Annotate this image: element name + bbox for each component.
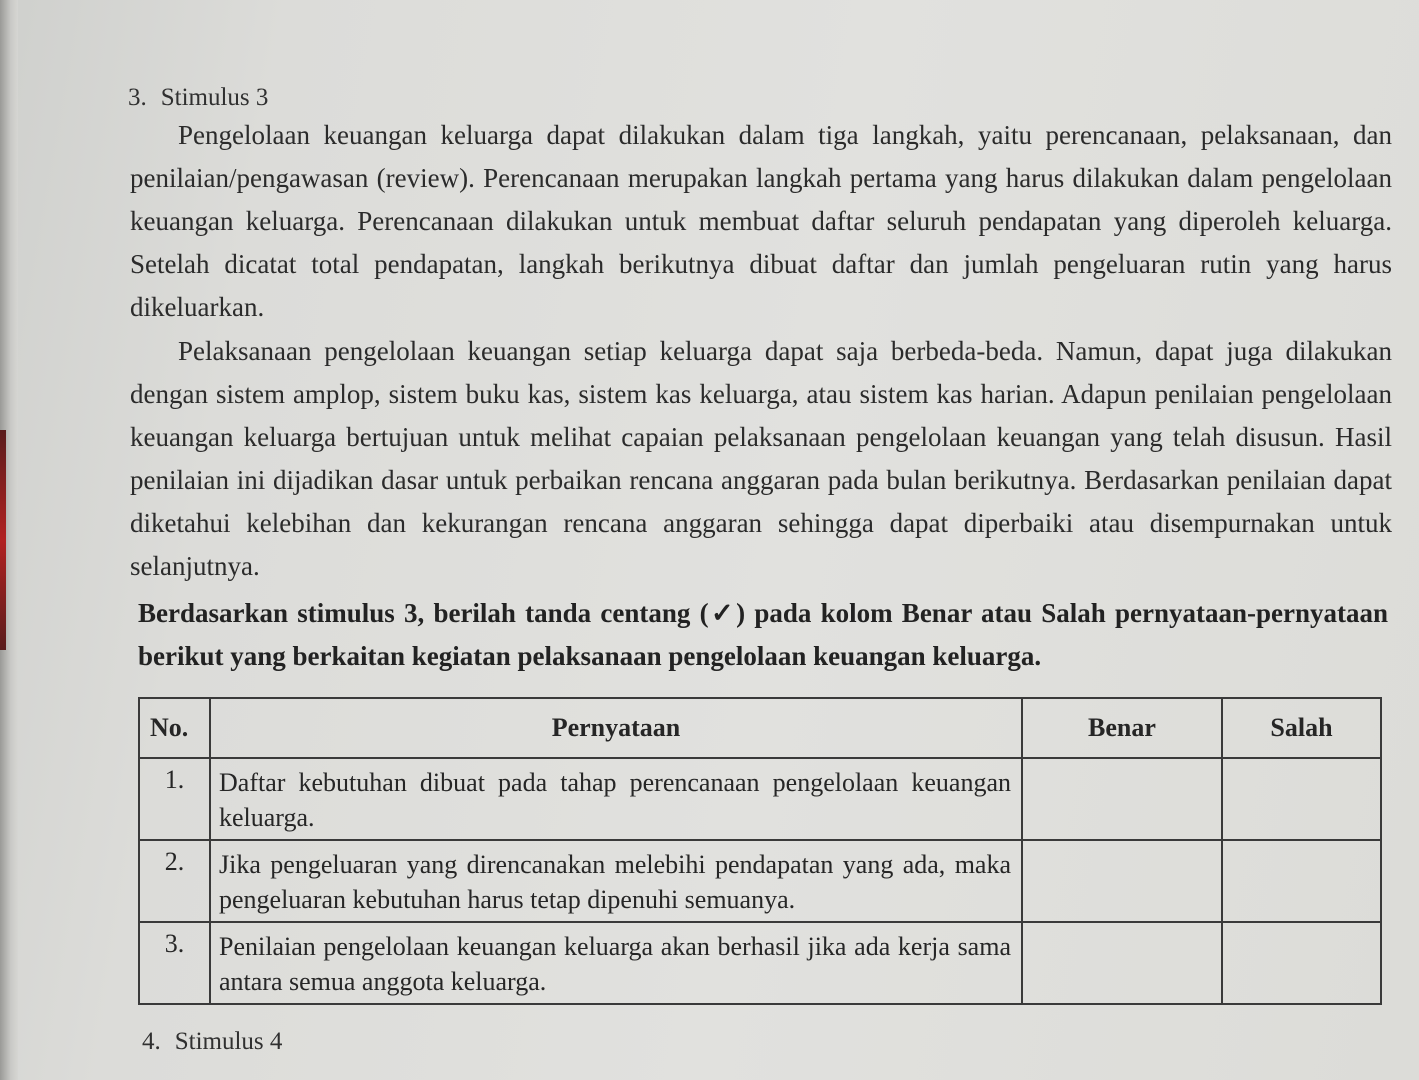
section-3-heading: [128, 84, 268, 112]
section-4-heading: [142, 1028, 282, 1056]
section-4-number: 4.: [142, 1028, 161, 1055]
stimulus-paragraph-1: Pengelolaan keuangan keluarga dapat dilakukan dalam tiga langkah, yaitu perencanaan, pelaksanaan, dan penilaian/pengawasan (review). Perencanaan merupakan langkah pertama yang harus dilakukan dalam pengelolaan keuangan keluarga. Perencanaan dilakukan untuk membuat daftar seluruh pendapatan yang diperoleh keluarga. Setelah dicatat total pendapatan, langkah berikutnya dibuat daftar dan jumlah pengeluaran rutin yang harus dikeluarkan.: [130, 120, 1392, 322]
header-true: Benar: [1022, 698, 1222, 758]
false-checkbox-cell[interactable]: [1222, 840, 1381, 922]
row-statement: Daftar kebutuhan dibuat pada tahap perencanaan pengelolaan keuangan keluarga.: [210, 758, 1022, 840]
table-row: [139, 758, 1381, 840]
stimulus-paragraph-2: Pelaksanaan pengelolaan keuangan setiap keluarga dapat saja berbeda-beda. Namun, dapat juga dilakukan dengan sistem amplop, sistem buku kas, sistem kas keluarga, atau sistem kas harian. Adapun penilaian pengelolaan keuangan keluarga bertujuan untuk melihat capaian pelaksanaan pengelolaan keuangan yang telah disusun. Hasil penilaian ini dijadikan dasar untuk perbaikan rencana anggaran pada bulan berikutnya. Berdasarkan penilaian dapat diketahui kelebihan dan kekurangan rencana anggaran sehingga dapat diperbaiki atau disempurnakan untuk selanjutnya.: [130, 336, 1392, 581]
header-statement: Pernyataan: [210, 698, 1022, 758]
row-number: 3.: [139, 922, 210, 1004]
question-instruction: Berdasarkan stimulus 3, berilah tanda centang (✓) pada kolom Benar atau Salah pernyataan-pernyataan berikut yang berkaitan kegiatan pelaksanaan pengelolaan keuangan keluarga.: [138, 598, 1388, 671]
row-number: 2.: [139, 840, 210, 922]
header-false: Salah: [1222, 698, 1381, 758]
row-number: 1.: [139, 758, 210, 840]
table-row: [139, 840, 1381, 922]
section-3-title: Stimulus 3: [160, 84, 269, 111]
section-3-number: 3.: [128, 84, 147, 111]
page-binding-edge: [0, 0, 18, 1080]
table-header-row: [139, 698, 1381, 758]
false-checkbox-cell[interactable]: [1222, 922, 1381, 1004]
header-no: No.: [139, 698, 210, 758]
true-checkbox-cell[interactable]: [1022, 840, 1222, 922]
table-row: [139, 922, 1381, 1004]
row-statement: Penilaian pengelolaan keuangan keluarga akan berhasil jika ada kerja sama antara semua anggota keluarga.: [210, 922, 1022, 1004]
true-checkbox-cell[interactable]: [1022, 922, 1222, 1004]
true-checkbox-cell[interactable]: [1022, 758, 1222, 840]
true-false-table: [138, 697, 1382, 1005]
false-checkbox-cell[interactable]: [1222, 758, 1381, 840]
section-4-title: Stimulus 4: [174, 1028, 283, 1055]
row-statement: Jika pengeluaran yang direncanakan melebihi pendapatan yang ada, maka pengeluaran kebutuhan harus tetap dipenuhi semuanya.: [210, 840, 1022, 922]
